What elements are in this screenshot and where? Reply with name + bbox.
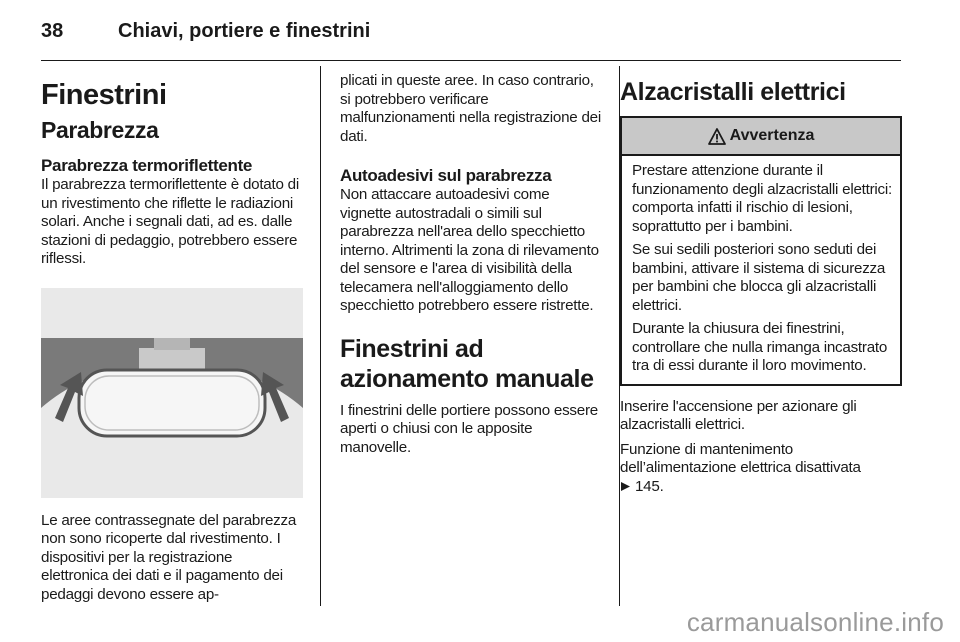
subsection-title: Parabrezza: [41, 117, 159, 143]
warning-title: Avvertenza: [729, 127, 815, 144]
running-title: Chiavi, portiere e finestrini: [118, 20, 371, 42]
reference-page: 145.: [634, 477, 664, 495]
body-text: Il parabrezza termoriflettente è dotato di un rivestimento che riflette le radiazioni solari. Anche i segnali dati, ad es. dalle stazioni di pedaggio, potrebbero essere riflessi.: [41, 176, 299, 267]
topic-heading: Autoadesivi sul parabrezza: [340, 166, 552, 185]
body-text: I finestrini delle portiere possono essere aperti o chiusi con le apposite manovelle.: [340, 401, 598, 456]
section-title: Alzacristalli elettrici: [620, 78, 846, 106]
mirror-diagram: [41, 288, 303, 498]
page-reference[interactable]: [620, 478, 664, 495]
mirror-mount: [139, 348, 205, 370]
mirror-icon: [79, 370, 265, 436]
body-text: [620, 441, 902, 497]
column-2: [340, 72, 602, 457]
body-text: Non attaccare autoadesivi come vignette autostradali o simili sul parabrezza nell'area dello specchietto interno. Altrimenti la zona di rilevamento del sensore e l'area di visibilità della telecamera nell'alloggiamento dello specchietto potrebbero essere ristrette.: [340, 186, 599, 314]
header-rule: [41, 60, 901, 61]
windshield-mirror-illustration: [41, 288, 303, 498]
body-text: plicati in queste aree. In caso contrario, si potrebbero verificare malfunzionamenti nella registrazione dei dati.: [340, 72, 601, 145]
watermark: carmanualsonline.info: [686, 607, 944, 637]
page-number: 38: [41, 20, 64, 42]
reference-arrow-icon: [620, 481, 631, 492]
section-title: Finestrini: [41, 79, 167, 111]
warning-text: Se sui sedili posteriori sono seduti dei bambini, attivare il sistema di sicurezza per bambini che blocca gli alzacristalli elettrici.: [632, 241, 886, 314]
body-text-line: Funzione di mantenimento dell’alimentazione elettrica disattivata: [620, 440, 861, 476]
mirror-base: [154, 338, 190, 350]
warning-text: Durante la chiusura dei finestrini, controllare che nulla rimanga incastrato tra di essi durante il loro movimento.: [632, 320, 888, 374]
warning-text: Prestare attenzione durante il funzionamento degli alzacristalli elettrici: comporta infatti il rischio di lesioni, soprattutto per i bambini.: [632, 162, 892, 235]
warning-header: [622, 118, 900, 156]
section-title: Finestrini ad azionamento manuale: [340, 334, 594, 393]
warning-box: [620, 116, 902, 386]
page-header: [41, 16, 901, 56]
body-text: Inserire l'accensione per azionare gli alzacristalli elettrici.: [620, 397, 857, 433]
warning-body: [622, 156, 900, 384]
column-divider: [320, 66, 321, 606]
topic-heading: Parabrezza termoriflettente: [41, 156, 253, 175]
column-3: [620, 72, 902, 496]
column-1: [41, 72, 303, 604]
illustration-caption: Le aree contrassegnate del parabrezza non sono ricoperte dal rivestimento. I dispositivi per la registrazione elettronica dei dati e il pagamento dei pedaggi devono essere ap-: [41, 511, 297, 603]
warning-triangle-icon: [708, 128, 726, 145]
